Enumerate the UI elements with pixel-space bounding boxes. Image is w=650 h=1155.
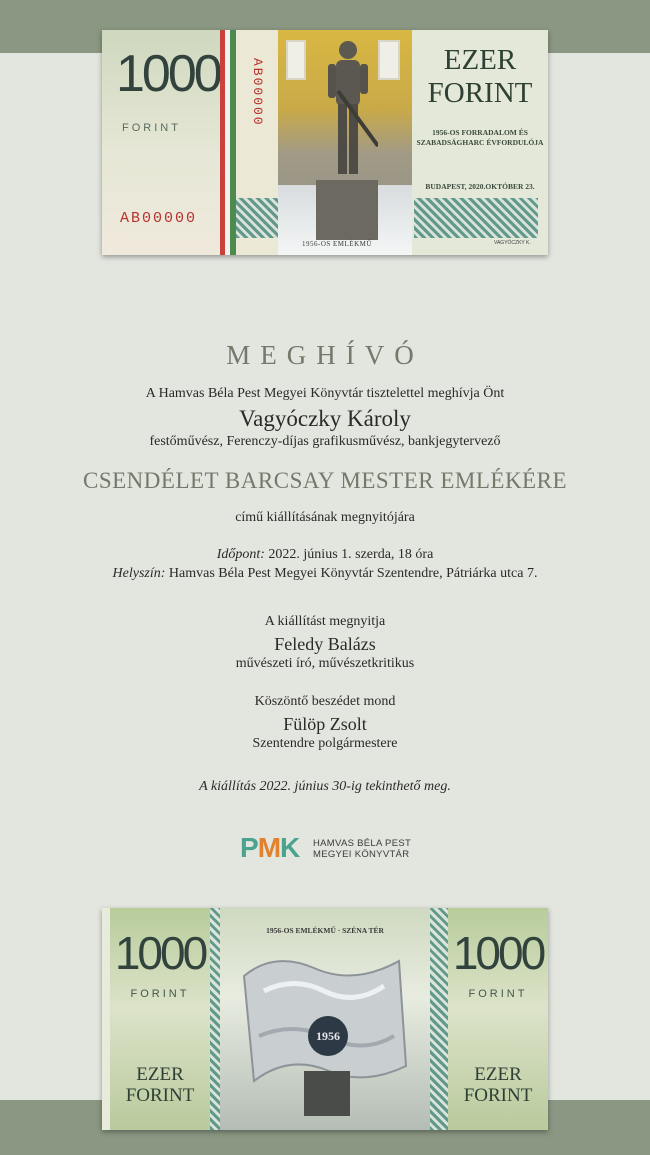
photo-caption: 1956-OS EMLÉKMŰ: [302, 240, 372, 248]
invitation-title: MEGHÍVÓ: [226, 340, 424, 370]
invitation-intro: A Hamvas Béla Pest Megyei Könyvtár tisztelettel meghívja Önt: [145, 386, 505, 401]
back-right-denomination: 1000: [452, 927, 544, 979]
opening-intro: A kiállítást megnyitja: [264, 614, 386, 629]
banknote-serial-vertical: AB00000: [250, 58, 265, 127]
logo-letter-k: K: [280, 832, 300, 863]
closing-note: A kiállítás 2022. június 30-ig tekinthető meg.: [199, 779, 451, 794]
greeting-intro: Köszöntő beszédet mond: [254, 694, 396, 709]
place-label: Helyszín:: [112, 566, 166, 581]
banknote-back: [102, 908, 548, 1130]
back-right-title-line-1: EZER: [474, 1064, 522, 1085]
back-right-currency: FORINT: [468, 988, 528, 1000]
greeter-role: Szentendre polgármestere: [252, 736, 398, 751]
banknote-subtitle: 1956-OS FORRADALOM ÉS SZABADSÁGHARC ÉVFORDULÓJA: [416, 128, 544, 147]
back-left-title-line-2: FORINT: [125, 1085, 195, 1106]
time-label: Időpont:: [216, 547, 265, 562]
banknote-title: EZER FORINT: [427, 44, 533, 109]
designer-signature: VAGYÓCZKY K.: [494, 240, 531, 246]
artist-name: Vagyóczky Károly: [239, 406, 411, 431]
banknote-serial-horizontal: AB00000: [120, 210, 198, 227]
ornament-pattern-left: [236, 198, 278, 238]
back-left-currency: FORINT: [130, 988, 190, 1000]
statue-icon: [318, 36, 378, 196]
tricolor-stripe: [220, 30, 236, 255]
back-right-title-line-2: FORINT: [463, 1085, 533, 1106]
back-left-title-line-1: EZER: [136, 1064, 184, 1085]
banknote-currency: FORINT: [122, 122, 181, 134]
exhibition-subtitle: című kiállításának megnyitójára: [235, 510, 415, 525]
back-left-denomination: 1000: [114, 927, 206, 979]
place-value: Hamvas Béla Pest Megyei Könyvtár Szentendre, Pátriárka utca 7.: [165, 566, 538, 581]
library-logo: [240, 832, 420, 866]
logo-line-1: HAMVAS BÉLA PEST: [313, 838, 412, 849]
banknote-denomination: 1000: [116, 45, 220, 103]
banknote-back-left-panel: [110, 908, 210, 1130]
time-value: 2022. június 1. szerda, 18 óra: [264, 547, 434, 562]
ornament-band-right: [430, 908, 448, 1130]
opener-role: művészeti író, művészetkritikus: [235, 656, 415, 671]
logo-text: [313, 838, 411, 860]
opener-name: Feledy Balázs: [274, 634, 376, 654]
event-place: [0, 566, 650, 582]
banknote-back-right-panel: [448, 908, 548, 1130]
back-caption: 1956-OS EMLÉKMŰ · SZÉNA TÉR: [266, 926, 384, 935]
exhibition-title: CSENDÉLET BARCSAY MESTER EMLÉKÉRE: [83, 468, 567, 493]
event-time: [0, 547, 650, 563]
statue-photo: [278, 30, 412, 255]
back-right-title: [448, 1064, 548, 1106]
ornament-pattern-right: [414, 198, 538, 238]
logo-letters: [240, 832, 299, 864]
banknote-date: BUDAPEST, 2020.OKTÓBER 23.: [425, 182, 535, 191]
logo-line-2: MEGYEI KÖNYVTÁR: [313, 849, 410, 860]
artist-role: festőművész, Ferenczy-díjas grafikusművész, bankjegytervező: [149, 434, 501, 449]
logo-letter-m: M: [257, 832, 281, 863]
greeter-name: Fülöp Zsolt: [283, 714, 367, 734]
logo-letter-p: P: [240, 832, 258, 863]
back-left-title: [110, 1064, 210, 1106]
monument-1956-badge: 1956: [308, 1016, 348, 1056]
banknote-front: [102, 30, 548, 255]
